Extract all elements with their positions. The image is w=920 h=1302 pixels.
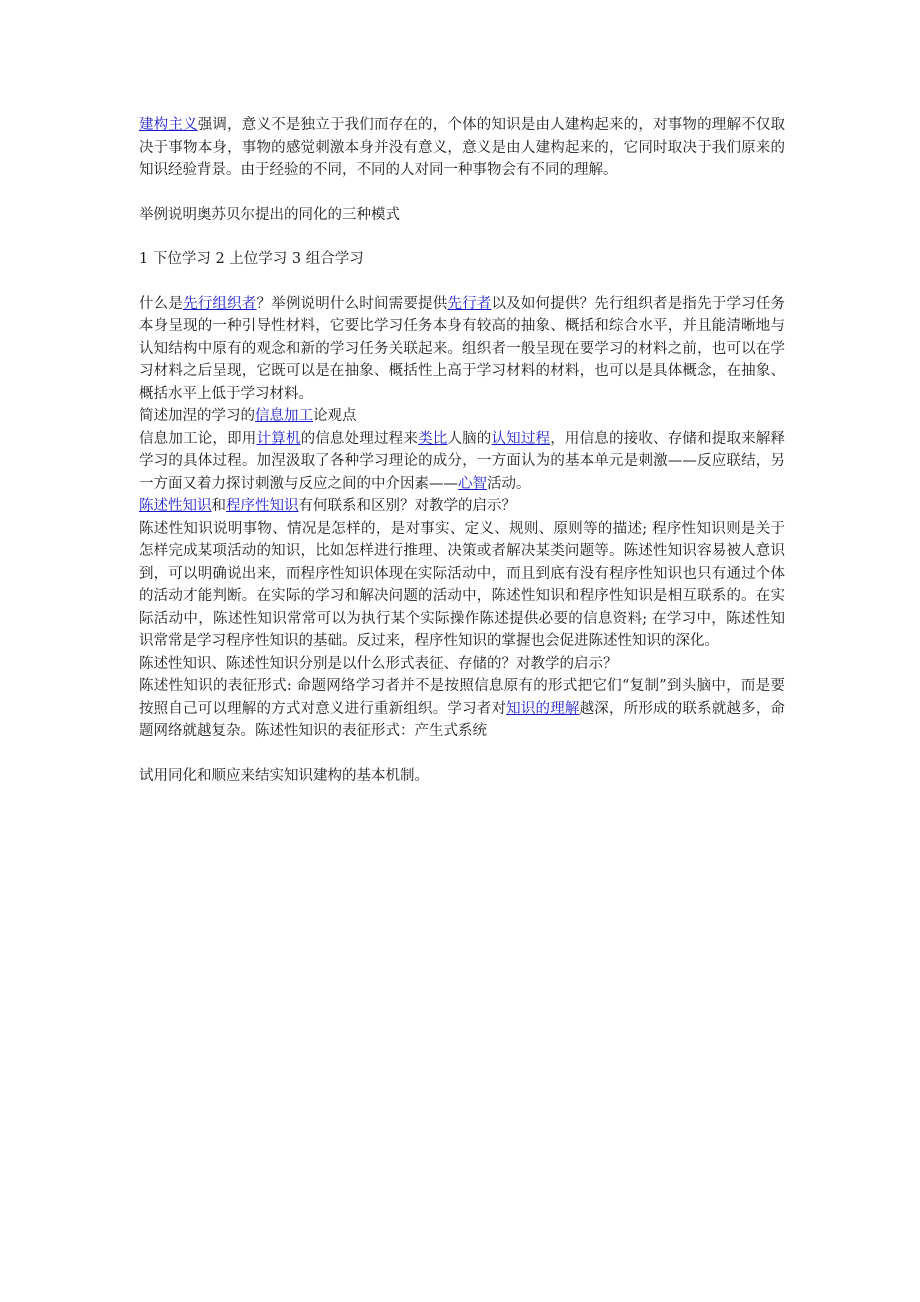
link-constructivism[interactable]: 建构主义 (139, 117, 198, 133)
document-body (139, 114, 785, 787)
paragraph-advance-organizer (139, 293, 785, 406)
paragraph-text: 信息加工论，即用 (139, 430, 257, 447)
paragraph-constructivism (139, 114, 785, 182)
paragraph-assimilation-accommodation: 试用同化和顺应来结实知识建构的基本机制。 (139, 767, 429, 784)
paragraph-text: 简述加涅的学习的 (139, 408, 255, 424)
paragraph-text: 论观点 (313, 408, 357, 424)
paragraph-declarative-procedural: 陈述性知识说明事物、情况是怎样的，是对事实、定义、规则、原则等的描述; 程序性知识则是关于怎样完成某项活动的知识，比如怎样进行推理、决策或者解决某类问题等。陈述性知识容易被人意识到，可以明确说出来，而程序性知识体现在实际活动中，而且到底有没有程序性知识也只有通过个体的活动才能判断。在实际的学习和解决问题的活动中，陈述性知识和程序性知识是相互联系的。在实际活动中，陈述性知识常常可以为执行某个实际操作陈述提供必要的信息资料; 在学习中，陈述性知识常常是学习程序性知识的基础。反过来，程序性知识的掌握也会促进陈述性知识的深化。 (139, 520, 785, 649)
paragraph-information-processing (139, 428, 785, 496)
heading-representation: 陈述性知识、陈述性知识分别是以什么形式表征、存储的？对教学的启示？ (139, 655, 618, 672)
paragraph-text: 陈述性知识的表征形式: 命题网络学习者并不是按照信息原有的形式把它们“复制”到头脑中，而是要按照自己可以理解的方式对意义进行重新组织。学习者对 (139, 678, 785, 717)
heading-gagne (139, 405, 785, 428)
paragraph-text: 以及如何提供？先行组织者是指先于学习任务本身呈现的一种引导性材料，它要比学习任务本身有较高的抽象、概括和综合水平，并且能清晰地与认知结构中原有的观念和新的学习任务关联起来。组织者一般呈现在要学习的材料之前，也可以在学习材料之后呈现，它既可以是在抽象、概括性上高于学习材料的材料，也可以是具体概念，在抽象、概括水平上低于学习材料。 (139, 295, 786, 402)
paragraph-text: 活动。 (487, 475, 531, 492)
heading-declarative-procedural (139, 495, 785, 518)
paragraph-text: 和 (211, 498, 226, 514)
paragraph-text: 越深，所形成的联系就越多，命题网络就越复杂。陈述性知识的表征形式：产生式系统 (139, 700, 786, 739)
paragraph-text: 什么是 (139, 295, 184, 312)
paragraph-text: ？举例说明什么时间需要提供 (256, 295, 448, 312)
link-procedural-knowledge[interactable]: 程序性知识 (226, 498, 299, 514)
link-computer[interactable]: 计算机 (256, 430, 301, 447)
link-declarative-knowledge[interactable]: 陈述性知识 (139, 498, 212, 514)
link-cognitive-process[interactable]: 认知过程 (491, 430, 551, 447)
paragraph-text: 的信息处理过程来 (300, 430, 419, 447)
paragraph-learning-types: 1 下位学习 2 上位学习 3 组合学习 (139, 251, 364, 267)
paragraph-representation (139, 675, 785, 743)
link-information-processing[interactable]: 信息加工 (255, 408, 313, 424)
paragraph-text: ，用信息的接收、存储和提取来解释学习的具体过程。加涅汲取了各种学习理论的成分，一方面认为的基本单元是刺激——反应联结，另一方面又着力探讨刺激与反应之间的中介因素—— (139, 430, 786, 492)
link-advance-provider[interactable]: 先行者 (447, 295, 492, 312)
link-mind[interactable]: 心智 (458, 475, 487, 492)
paragraph-text: 人脑的 (447, 430, 492, 447)
link-knowledge-understanding[interactable]: 知识的理解 (506, 700, 580, 717)
paragraph-text: 有何联系和区别？对教学的启示？ (298, 498, 516, 514)
link-analogy[interactable]: 类比 (418, 430, 448, 447)
link-advance-organizer[interactable]: 先行组织者 (183, 295, 257, 312)
paragraph-text: 强调，意义不是独立于我们而存在的，个体的知识是由人建构起来的，对事物的理解不仅取决于事物本身，事物的感觉刺激本身并没有意义，意义是由人建构起来的，它同时取决于我们原来的知识经验背景。由于经验的不同，不同的人对同一种事物会有不同的理解。 (139, 117, 786, 178)
heading-assimilation-modes: 举例说明奥苏贝尔提出的同化的三种模式 (139, 206, 400, 223)
